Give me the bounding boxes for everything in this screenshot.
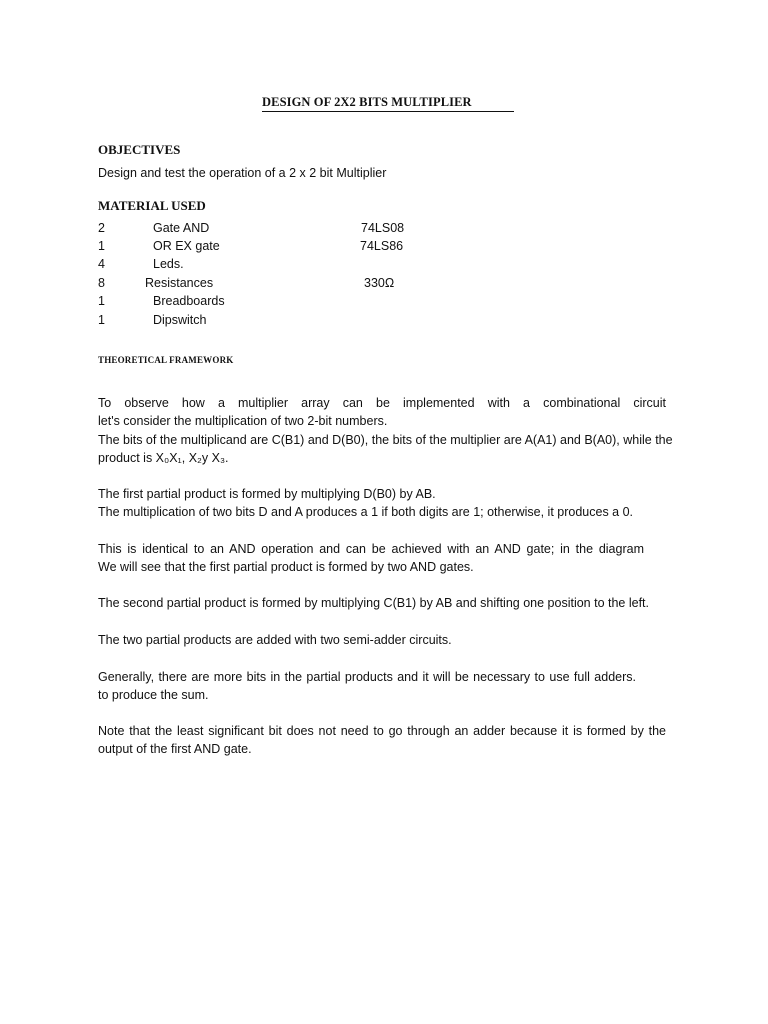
paragraph bbox=[98, 631, 666, 649]
material-code: 74LS08 bbox=[361, 221, 405, 235]
page-title: DESIGN OF 2X2 BITS MULTIPLIER bbox=[262, 95, 514, 112]
paragraph-line: Generally, there are more bits in the partial products and it will be necessary to use full adders. bbox=[98, 670, 636, 684]
list-item bbox=[98, 221, 438, 239]
paragraph bbox=[98, 540, 666, 577]
material-name: Dipswitch bbox=[153, 313, 207, 327]
material-qty: 8 bbox=[98, 276, 105, 290]
material-code: 330Ω bbox=[364, 276, 395, 290]
paragraph bbox=[98, 668, 666, 705]
paragraph-line: The multiplication of two bits D and A produces a 1 if both digits are 1; otherwise, it produces a 0. bbox=[98, 505, 634, 520]
paragraph-line: The two partial products are added with two semi-adder circuits. bbox=[98, 633, 452, 647]
material-qty: 2 bbox=[98, 221, 105, 235]
paragraph bbox=[98, 394, 673, 467]
list-item bbox=[98, 276, 438, 294]
paragraph-line: We will see that the first partial product is formed by two AND gates. bbox=[98, 560, 474, 575]
material-heading: MATERIAL USED bbox=[98, 198, 206, 213]
material-name: Resistances bbox=[145, 276, 214, 290]
material-name: Leds. bbox=[153, 257, 184, 271]
paragraph-line: The first partial product is formed by multiplying D(B0) by AB. bbox=[98, 487, 436, 501]
paragraph-line: Note that the least significant bit does not need to go through an adder because it is formed by the bbox=[98, 724, 666, 738]
paragraph-line: The second partial product is formed by multiplying C(B1) by AB and shifting one position to the left. bbox=[98, 596, 649, 610]
paragraph-line: To observe how a multiplier array can be implemented with a combinational circuit bbox=[98, 396, 666, 410]
material-qty: 1 bbox=[98, 313, 105, 327]
material-name: OR EX gate bbox=[153, 239, 220, 253]
list-item bbox=[98, 294, 438, 312]
paragraph-line: product is X₀X₁, X₂y X₃. bbox=[98, 450, 229, 465]
objectives-heading: OBJECTIVES bbox=[98, 142, 181, 157]
paragraph-line: let's consider the multiplication of two 2-bit numbers. bbox=[98, 414, 388, 429]
list-item bbox=[98, 313, 438, 331]
paragraph-line: to produce the sum. bbox=[98, 688, 209, 703]
material-qty: 4 bbox=[98, 257, 105, 271]
material-name: Gate AND bbox=[153, 221, 210, 235]
list-item bbox=[98, 239, 438, 257]
paragraph bbox=[98, 485, 666, 522]
paragraph-line: output of the first AND gate. bbox=[98, 742, 252, 757]
material-name: Breadboards bbox=[153, 294, 225, 308]
paragraph-line: This is identical to an AND operation and can be achieved with an AND gate; in the diagram bbox=[98, 542, 644, 556]
objectives-text: Design and test the operation of a 2 x 2 bit Multiplier bbox=[98, 166, 387, 180]
material-qty: 1 bbox=[98, 294, 105, 308]
material-code: 74LS86 bbox=[360, 239, 404, 253]
paragraph-line: The bits of the multiplicand are C(B1) and D(B0), the bits of the multiplier are A(A1) and B(A0), while the bbox=[98, 432, 673, 447]
paragraph bbox=[98, 722, 666, 759]
material-qty: 1 bbox=[98, 239, 105, 253]
list-item bbox=[98, 257, 438, 275]
theory-heading: THEORETICAL FRAMEWORK bbox=[98, 355, 234, 365]
paragraph bbox=[98, 594, 666, 612]
